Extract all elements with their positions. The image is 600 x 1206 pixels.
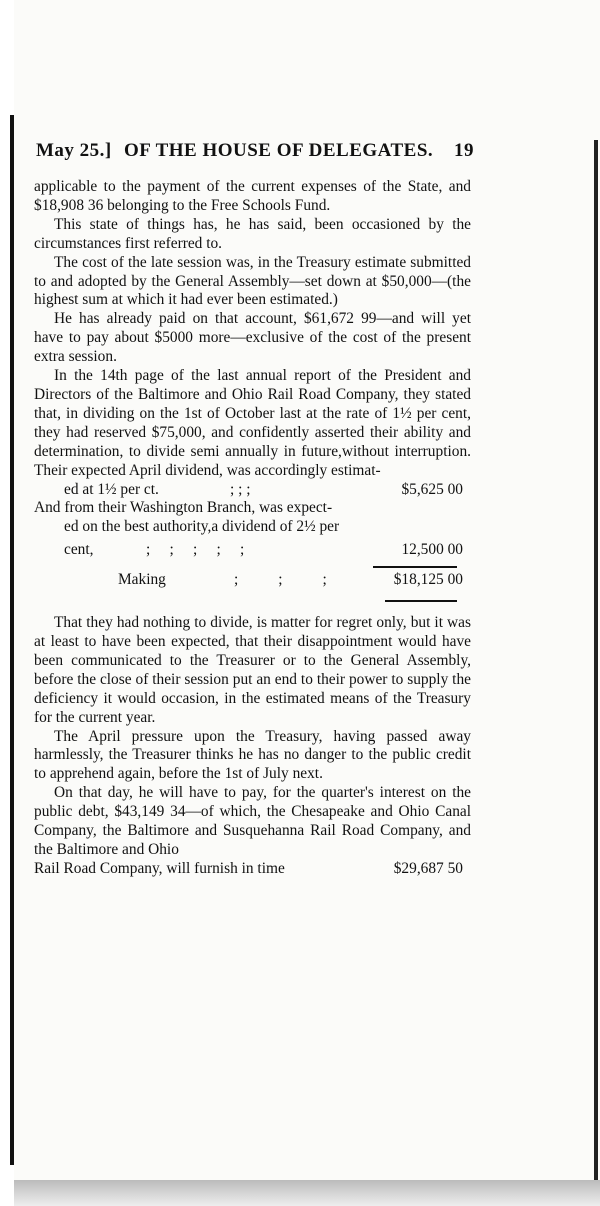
- ledger-total: [34, 566, 471, 606]
- ledger-label: And from their Washington Branch, was expect-: [34, 499, 333, 517]
- total-amount: $18,125 00: [393, 571, 463, 589]
- header-date: May 25.]: [36, 140, 112, 161]
- paragraph-5: In the 14th page of the last annual report of the President and Directors of the Baltimore and Ohio Rail Road Company, they stated that, in dividing on the 1st of October last at the rate of 1½ per cent, they had reserved $75,000, and confidently asserted their ability and determination, to divide semi annually in future,without interruption. Their expected April dividend, was accordingly estimat-: [34, 367, 471, 479]
- ledger-label: ed on the best authority,a dividend of 2½ per: [64, 518, 340, 536]
- paragraph-6: That they had nothing to divide, is matter for regret only, but it was at least to have been expected, that their disappointment would have been communicated to the Treasurer or to the General Assembly, before the close of their session put an end to their power to supply the deficiency it would occasion, in the estimated means of the Treasury for the current year.: [34, 614, 471, 726]
- ledger-dots: ; ; ;: [230, 480, 251, 498]
- ledger-line-washington: [34, 499, 471, 518]
- ledger-label: cent,: [64, 541, 94, 559]
- total-rule-top: [373, 566, 457, 568]
- paragraph-4: He has already paid on that account, $61,672 99—and will yet have to pay about $5000 more—exclusive of the cost of the present extra session.: [34, 310, 471, 366]
- paragraph-8: On that day, he will have to pay, for the quarter's interest on the public debt, $43,149 34—of which, the Chesapeake and Ohio Canal Company, the Baltimore and Susquehanna Rail Road Company, and the Baltimore and Ohio: [34, 784, 471, 858]
- ledger-line-april-dividend: [34, 481, 471, 500]
- paragraph-8-last-line: [34, 860, 471, 879]
- page-edge-right: [594, 140, 598, 1180]
- ledger-dots: ; ; ; ; ;: [146, 541, 245, 559]
- ledger-label: ed at 1½ per ct.: [64, 480, 159, 498]
- total-dots: ;;;: [234, 571, 367, 589]
- ledger-line-cent: [34, 541, 471, 560]
- final-line-amount: $29,687 50: [393, 859, 463, 877]
- ledger-amount: $5,625 00: [401, 480, 463, 498]
- ledger-amount: 12,500 00: [401, 541, 463, 559]
- final-line-text: Rail Road Company, will furnish in time: [34, 859, 285, 877]
- document-body: [34, 178, 471, 879]
- paragraph-3: The cost of the late session was, in the Treasury estimate submitted to and adopted by the General Assembly—set down at $50,000—(the highest sum at which it had ever been estimated.): [34, 253, 471, 309]
- ledger-line-washington-cont: [34, 518, 471, 537]
- page-number: 19: [454, 140, 474, 161]
- paragraph-7: The April pressure upon the Treasury, having passed away harmlessly, the Treasurer thinks he has no danger to the public credit to apprehend again, before the 1st of July next.: [34, 727, 471, 783]
- total-rule-bottom: [385, 600, 457, 602]
- header-title: OF THE HOUSE OF DELEGATES.: [124, 140, 434, 161]
- paragraph-2: This state of things has, he has said, been occasioned by the circumstances first referred to.: [34, 215, 471, 252]
- total-label: Making: [118, 571, 166, 589]
- page-bottom-shadow: [14, 1180, 600, 1206]
- page-edge-left: [10, 115, 14, 1165]
- running-header: [36, 140, 476, 166]
- paragraph-1: applicable to the payment of the current expenses of the State, and $18,908 36 belonging to the Free Schools Fund.: [34, 178, 471, 214]
